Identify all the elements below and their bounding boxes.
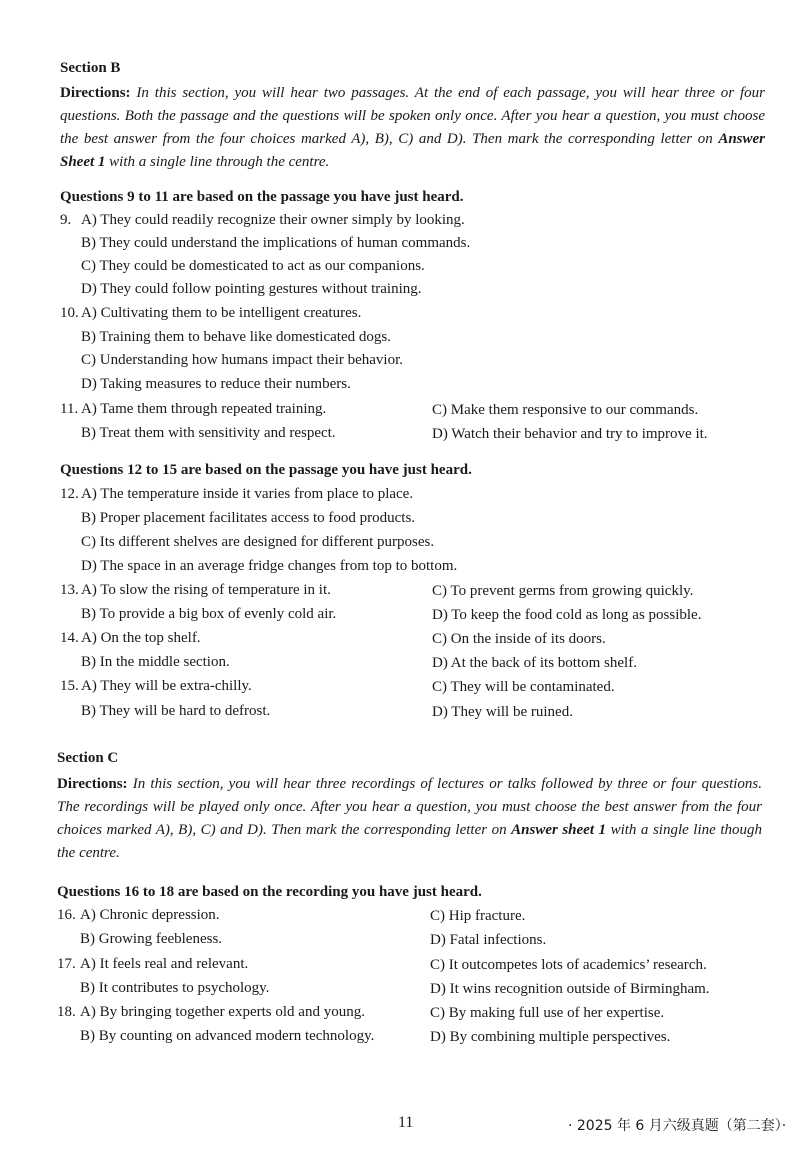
option-b: B) To provide a big box of evenly cold air. [81,606,337,622]
option-c: C) Its different shelves are designed for different purposes. [81,534,435,550]
option-c: C) Hip fracture. [430,908,526,924]
option-d: D) It wins recognition outside of Birmingham. [430,981,710,997]
option-d: D) They could follow pointing gestures without training. [81,281,422,297]
directions-label: Directions: [57,776,128,792]
option-d: D) To keep the food cold as long as possible. [432,607,702,623]
section-b-title: Section B [60,60,121,76]
option-b: B) They will be hard to defrost. [81,703,271,719]
answer-sheet-ref: Answer Sheet 1 [60,131,765,170]
question-number: 10. [60,305,79,321]
question-number: 13. [60,582,79,598]
option-d: D) By combining multiple perspectives. [430,1029,671,1045]
option-a: A) To slow the rising of temperature in it. [81,582,331,598]
answer-sheet-ref: Answer sheet 1 [511,822,607,838]
section-b-directions [60,82,765,174]
directions-text: In this section, you will hear three recordings of lectures or talks followed by three or four questions. The recordings will be played only once. After you hear a question, you must choose the best answer from the four choices marked A), B), C) and D). Then mark the corresponding letter on [57,776,763,838]
option-a: A) Cultivating them to be intelligent creatures. [81,305,362,321]
question-number: 9. [60,212,72,228]
question-number: 11. [60,401,79,417]
directions-text-end: with a single line through the centre. [105,154,330,170]
option-a: A) On the top shelf. [81,630,201,646]
question-number: 12. [60,486,79,502]
option-a: A) They will be extra-chilly. [81,678,252,694]
option-c: C) It outcompetes lots of academics’ research. [430,957,707,973]
group-header-9-11: Questions 9 to 11 are based on the passage you have just heard. [60,189,464,205]
option-c: C) They will be contaminated. [432,679,615,695]
option-c: C) On the inside of its doors. [432,631,606,647]
question-number: 17. [57,956,76,972]
option-d: D) They will be ruined. [432,704,573,720]
option-b: B) In the middle section. [81,654,230,670]
option-a: A) Chronic depression. [80,907,220,923]
section-c-directions [57,773,762,865]
option-b: B) It contributes to psychology. [80,980,270,996]
option-c: C) Make them responsive to our commands. [432,402,699,418]
option-b: B) By counting on advanced modern technology. [80,1028,375,1044]
question-number: 18. [57,1004,76,1020]
option-c: C) By making full use of her expertise. [430,1005,665,1021]
option-a: A) The temperature inside it varies from place to place. [81,486,414,502]
group-header-16-18: Questions 16 to 18 are based on the recording you have just heard. [57,884,482,900]
option-b: B) They could understand the implications of human commands. [81,235,471,251]
option-b: B) Training them to behave like domesticated dogs. [81,329,391,345]
directions-label: Directions: [60,85,131,101]
option-b: B) Treat them with sensitivity and respect. [81,425,336,441]
question-number: 15. [60,678,79,694]
option-d: D) Fatal infections. [430,932,547,948]
option-c: C) Understanding how humans impact their behavior. [81,352,404,368]
option-c: C) To prevent germs from growing quickly. [432,583,694,599]
option-a: A) By bringing together experts old and young. [80,1004,365,1020]
option-b: B) Proper placement facilitates access to food products. [81,510,416,526]
question-number: 14. [60,630,79,646]
directions-text-end: with a single line though the centre. [57,822,762,861]
option-d: D) At the back of its bottom shelf. [432,655,637,671]
question-number: 16. [57,907,76,923]
exam-tag: · 2025 年 6 月六级真题（第二套）· [568,1118,787,1134]
group-header-12-15: Questions 12 to 15 are based on the passage you have just heard. [60,462,472,478]
option-a: A) Tame them through repeated training. [81,401,327,417]
option-a: A) It feels real and relevant. [80,956,249,972]
directions-text: In this section, you will hear two passages. At the end of each passage, you will hear three or four questions. Both the passage and the questions will be spoken only once. After you hear a question, you must choose the best answer from the four choices marked A), B), C) and D). Then mark the corresponding letter on [60,85,766,147]
option-a: A) They could readily recognize their owner simply by looking. [81,212,465,228]
option-d: D) The space in an average fridge changes from top to bottom. [81,558,458,574]
section-c-title: Section C [57,750,119,766]
option-d: D) Watch their behavior and try to improve it. [432,426,708,442]
page-number: 11 [398,1114,414,1131]
option-c: C) They could be domesticated to act as our companions. [81,258,425,274]
option-d: D) Taking measures to reduce their numbers. [81,376,351,392]
option-b: B) Growing feebleness. [80,931,223,947]
